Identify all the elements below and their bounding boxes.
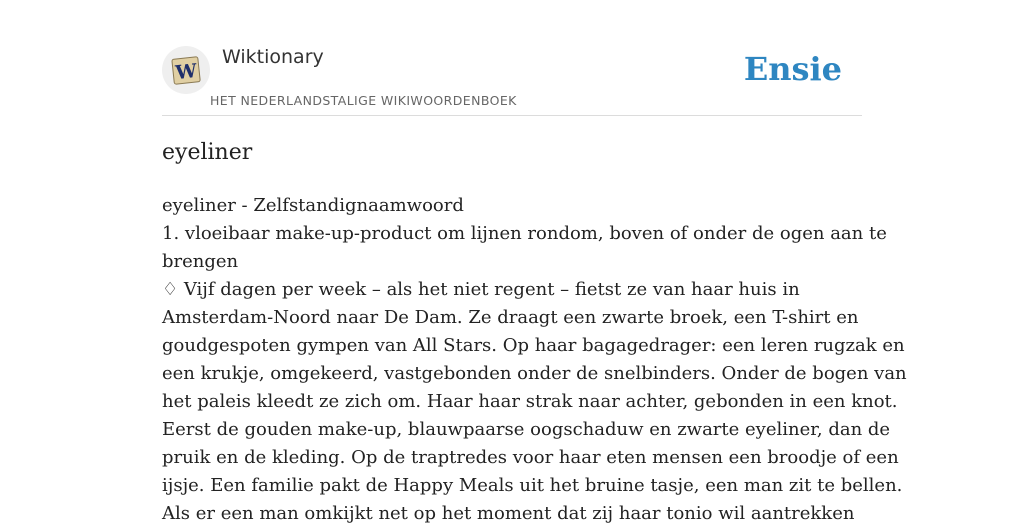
definition-line: eyeliner - Zelfstandignaamwoord	[162, 195, 464, 216]
entry-title: eyeliner	[162, 140, 253, 165]
definition-line: 1. vloeibaar make-up-product om lijnen rondom, boven of onder de ogen aan te	[162, 223, 887, 244]
example-line: ♢ Vijf dagen per week – als het niet regent – fietst ze van haar huis in	[162, 279, 800, 300]
logo-letter: W	[174, 59, 198, 85]
wiktionary-tile-icon	[170, 54, 202, 86]
example-line: Eerst de gouden make-up, blauwpaarse oogschaduw en zwarte eyeliner, dan de	[162, 419, 891, 440]
entry-body	[162, 192, 907, 528]
wiktionary-logo[interactable]	[162, 46, 210, 94]
site-header	[162, 40, 862, 116]
example-line: ijsje. Een familie pakt de Happy Meals uit het bruine tasje, een man zit te bellen.	[162, 475, 903, 496]
example-line: Amsterdam-Noord naar De Dam. Ze draagt een zwarte broek, een T-shirt en	[162, 307, 859, 328]
example-line: goudgespoten gympen van All Stars. Op haar bagagedrager: een leren rugzak en	[162, 335, 905, 356]
example-line: een krukje, omgekeerd, vastgebonden onder de snelbinders. Onder de bogen van	[162, 363, 907, 384]
definition-line: brengen	[162, 251, 239, 272]
example-line: Als er een man omkijkt net op het moment dat zij haar tonio wil aantrekken	[162, 503, 855, 524]
site-name[interactable]: Wiktionary	[222, 46, 324, 68]
example-line: het paleis kleedt ze zich om. Haar haar strak naar achter, gebonden in een knot.	[162, 391, 898, 412]
site-tagline: HET NEDERLANDSTALIGE WIKIWOORDENBOEK	[210, 93, 517, 108]
ensie-brand-logo[interactable]: Ensie	[743, 50, 842, 88]
example-line: pruik en de kleding. Op de traptredes voor haar eten mensen een broodje of een	[162, 447, 899, 468]
